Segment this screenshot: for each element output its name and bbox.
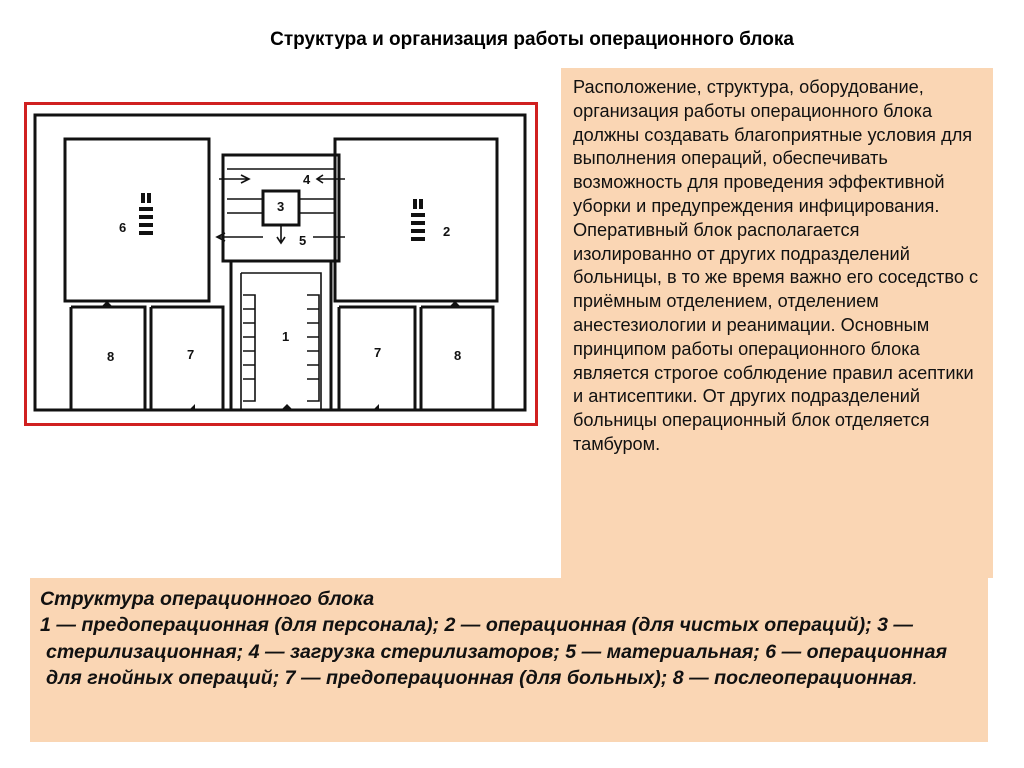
room-number-6: 6 xyxy=(119,220,127,235)
floor-plan-drawing xyxy=(27,105,535,423)
room-1-walls xyxy=(231,261,331,410)
slide-title: Структура и организация работы операционного блока xyxy=(270,29,794,50)
room-number-8-left: 8 xyxy=(107,349,115,364)
arrow-load-left xyxy=(317,175,345,183)
arrow-material-left xyxy=(217,233,263,241)
legend-heading: Структура операционного блока xyxy=(40,588,375,610)
floor-plan-figure xyxy=(24,102,538,426)
description-text: Расположение, структура, оборудование, организация работы операционного блока должны создавать благоприятные условия для выполнения операций, обеспечивать возможность для проведения эффективной уборки и предупреждения инфицирования. Оперативный блок располагается изолированно от других подразделений больницы, в то же время важно его соседство с приёмным отделением, отделением анестезиологии и реанимации. Основным принципом работы операционного блока является строгое соблюдение правил асептики и антисептики. От других подразделений больницы операционный блок отделяется тамбуром. xyxy=(573,77,979,454)
room-number-5: 5 xyxy=(299,233,307,248)
equipment-left xyxy=(139,193,153,235)
room-number-4: 4 xyxy=(303,172,311,187)
room-number-7-left: 7 xyxy=(187,347,195,362)
room-number-2: 2 xyxy=(443,224,451,239)
room-number-1: 1 xyxy=(282,329,290,344)
room-number-7-right: 7 xyxy=(374,345,382,360)
room-number-8-right: 8 xyxy=(454,348,462,363)
room-6-walls xyxy=(65,139,209,301)
lockers-left xyxy=(243,295,255,401)
legend-text: 1 — предоперационная (для персонала); 2 — операционная (для чистых операций); 3 — стерилизационная; 4 — загрузка стерилизаторов; 5 — материальная; 6 — операционная для гнойных операций; 7 — предоперационная (для больных); 8 — послеоперационная xyxy=(40,614,948,690)
legend-tail: . xyxy=(912,667,918,690)
lockers-right xyxy=(307,295,319,401)
room-1-inner xyxy=(241,273,321,410)
legend-box xyxy=(30,578,988,742)
room-number-3: 3 xyxy=(277,199,285,214)
description-box xyxy=(561,68,993,578)
door-markers xyxy=(101,301,461,410)
arrow-sterile-down xyxy=(277,225,285,243)
room-2-walls xyxy=(335,139,497,301)
equipment-right xyxy=(411,199,425,241)
legend-body xyxy=(40,612,978,691)
